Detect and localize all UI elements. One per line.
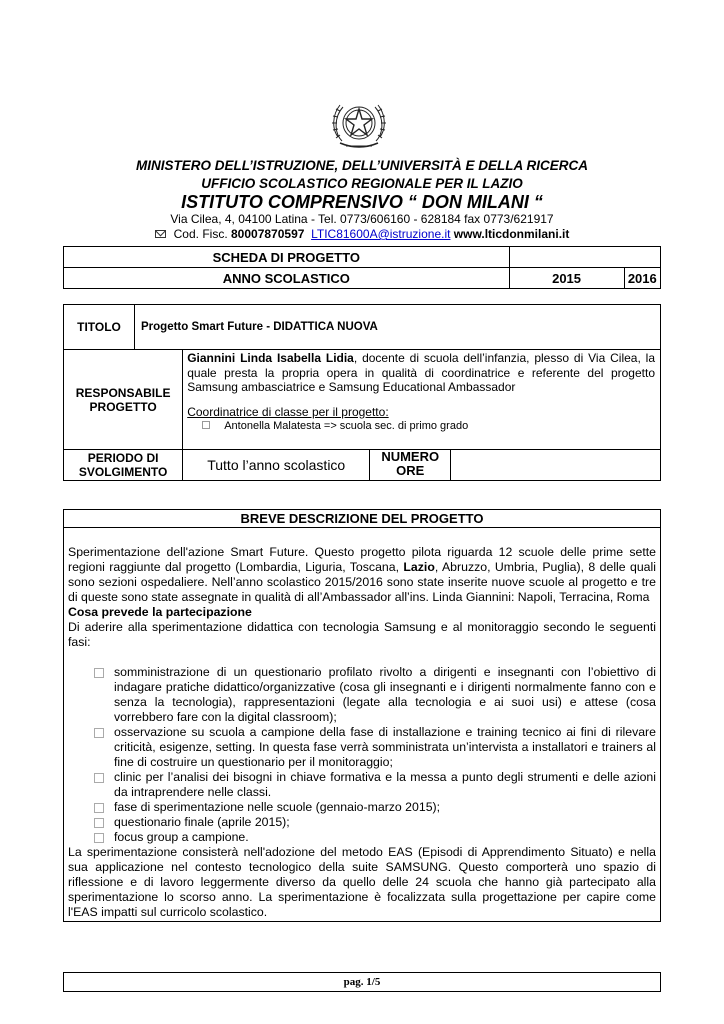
description-title: BREVE DESCRIZIONE DEL PROGETTO <box>64 510 660 528</box>
coordinatrice-item <box>187 419 655 434</box>
titolo-value: Progetto Smart Future - DIDATTICA NUOVA <box>135 305 661 350</box>
intro-paragraph <box>68 545 656 605</box>
description-body <box>64 528 660 920</box>
closing-paragraph: La sperimentazione consisterà nell'adozione del metodo EAS (Episodi di Apprendimento Situato) e nella sua applicazione nel contesto tecnologico della suite SAMSUNG. Questo comporterà uno spazio di riflessione e di lavoro leggermente diverso da quello delle 24 scuola che hanno già partecipato alla sperimentazione lo scorso anno. La sperimentazione è focalizzata sulla progettazione per capire come l'EAS impatti sul curricolo scolastico. <box>68 845 656 919</box>
envelope-icon <box>155 230 166 238</box>
list-item: fase di sperimentazione nelle scuole (gennaio-marzo 2015); <box>94 800 656 815</box>
intro-text-b: , Abruzzo, Umbria, Puglia), 8 delle quali sono sezioni ospedaliere. Nell’anno scolastico 2015/2016 sono state inserite nuove scuole al progetto e tre di queste sono state assegnate in qualità di all’Ambassador all’ins. Linda Giannini: Napoli, Terracina, Roma <box>68 560 656 604</box>
responsabile-text: , docente di scuola dell’infanzia, plesso di Via Cilea, la quale presta la propria opera in qualità di coordinatrice e referente del progetto Samsung ambasciatrice e Samsung Educational Ambassador <box>187 351 656 394</box>
ministry-heading: MINISTERO DELL’ISTRUZIONE, DELL’UNIVERSITÀ E DELLA RICERCA <box>135 158 588 173</box>
cod-fisc-label: Cod. Fisc. <box>173 227 228 241</box>
ore-label: ORE <box>396 463 425 478</box>
numero-label: NUMERO <box>381 449 440 464</box>
year-end: 2016 <box>624 268 660 289</box>
cod-fisc-value: 80007870597 <box>231 227 305 241</box>
scheda-title: SCHEDA DI PROGETTO <box>64 247 510 268</box>
checkbox-icon <box>202 421 210 429</box>
responsabile-name: Giannini Linda Isabella Lidia <box>187 351 354 365</box>
page-footer: pag. 1/5 <box>63 972 661 992</box>
list-item: osservazione su scuola a campione della fase di installazione e training tecnico ai fini di rilevare criticità, esigenze, setting. In questa fase verrà somministrata un’intervista a installatori e trainers al fine di costruire un questionario per il monitoraggio; <box>94 725 656 770</box>
list-item: somministrazione di un questionario profilato rivolto a dirigenti e insegnanti con l’obiettivo di indagare pratiche didattico/organizzative (cosa gli insegnanti e i dirigenti normalmente fanno con e senza la tecnologia), rappresentazioni (legate alla tecnologia e ai suoi usi) e attese (cosa vorrebbero fare con la digital classroom); <box>94 665 656 725</box>
contact-line <box>0 227 724 241</box>
numero-ore-label <box>370 450 451 480</box>
description-box <box>63 509 661 922</box>
phases-list <box>94 665 656 845</box>
republic-emblem-icon <box>328 95 390 155</box>
periodo-value: Tutto l’anno scolastico <box>183 450 370 481</box>
list-item: focus group a campione. <box>94 830 656 845</box>
section-title: Cosa prevede la partecipazione <box>68 605 252 619</box>
website-link[interactable]: www.lticdonmilani.it <box>453 227 570 241</box>
intro-text-bold: Lazio <box>403 560 435 574</box>
anno-label: ANNO SCOLASTICO <box>64 268 510 289</box>
coordinatrice-name: Antonella Malatesta => scuola sec. di primo grado <box>224 420 469 432</box>
list-item: clinic per l’analisi dei bisogni in chiave formativa e la messa a punto degli strumenti e delle azioni da intraprendere nelle classi. <box>94 770 656 800</box>
periodo-label: PERIODO DI SVOLGIMENTO <box>64 450 183 481</box>
intro-text-a: Sperimentazione dell'azione Smart Future. Questo progetto pilota riguarda 12 scuole delle prime sette regioni raggiunte dal progetto (Lombardia, Liguria, Toscana, <box>68 545 656 574</box>
responsabile-label: RESPONSABILE PROGETTO <box>64 350 183 450</box>
year-start: 2015 <box>509 268 624 289</box>
section-text: Di aderire alla sperimentazione didattica con tecnologia Samsung e al monitoraggio secondo le seguenti fasi: <box>68 620 656 649</box>
project-table <box>63 304 661 481</box>
responsabile-description <box>183 350 661 450</box>
scheda-empty-cell <box>509 247 660 268</box>
titolo-label: TITOLO <box>64 305 135 350</box>
office-heading: UFFICIO SCOLASTICO REGIONALE PER IL LAZIO <box>201 176 523 191</box>
school-address: Via Cilea, 4, 04100 Latina - Tel. 0773/606160 - 628184 fax 0773/621917 <box>170 212 554 226</box>
ore-value <box>451 450 660 480</box>
school-name: ISTITUTO COMPRENSIVO “ DON MILANI “ <box>181 192 543 212</box>
scheda-table <box>63 246 661 289</box>
coordinatrice-label: Coordinatrice di classe per il progetto: <box>187 404 389 419</box>
email-link[interactable]: LTIC81600A@istruzione.it <box>311 227 451 241</box>
ore-cell <box>370 450 661 481</box>
list-item: questionario finale (aprile 2015); <box>94 815 656 830</box>
